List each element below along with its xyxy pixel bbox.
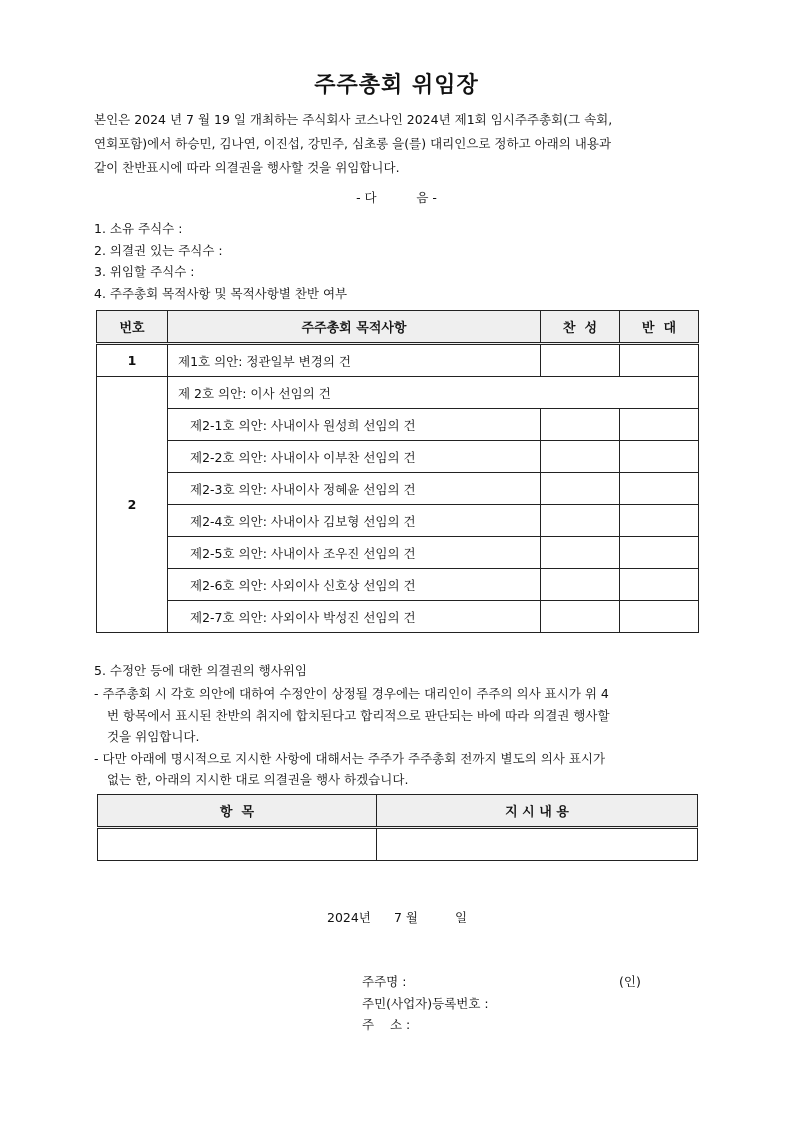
vote-for-cell[interactable] [541,409,620,441]
intro-line: 연회포함)에서 하승민, 김나연, 이진섭, 강민주, 심초롱 을(를) 대리인으로 정하고 아래의 내용과 [94,136,612,151]
bullet-line: - 다만 아래에 명시적으로 지시한 사항에 대해서는 주주가 주주총회 전까지 별도의 의사 표시가 [94,750,606,766]
date-month: 7 월 [394,910,419,925]
agenda-subrow [97,473,699,505]
vote-against-cell[interactable] [620,505,699,537]
sub-agenda-matter: 제2-4호 의안: 사내이사 김보형 선임의 건 [168,505,541,537]
vote-against-cell[interactable] [620,569,699,601]
agenda-matter: 제 2호 의안: 이사 선임의 건 [168,377,699,409]
vote-for-cell[interactable] [541,473,620,505]
header-number: 번호 [97,311,168,344]
item-agenda-heading: 4. 주주총회 목적사항 및 목적사항별 찬반 여부 [94,286,348,301]
agenda-matter: 제1호 의안: 정관일부 변경의 건 [168,344,541,377]
agenda-number: 1 [97,344,168,377]
vote-against-cell[interactable] [620,473,699,505]
direction-content-cell[interactable] [377,828,698,861]
bullet-line: - 주주총회 시 각호 의안에 대하여 수정안이 상정될 경우에는 대리인이 주주의 의사 표시가 위 4 [94,686,609,701]
sub-agenda-matter: 제2-5호 의안: 사내이사 조우진 선임의 건 [168,537,541,569]
header-direction: 지 시 내 용 [377,795,698,828]
vote-for-cell[interactable] [541,569,620,601]
address-label: 주 소 : [362,1017,411,1032]
agenda-subrow [97,409,699,441]
vote-for-cell[interactable] [541,441,620,473]
agenda-header-row [97,311,699,344]
separator-heading: - 다 음 - [356,190,437,205]
item-voting-shares: 2. 의결권 있는 주식수 : [94,243,223,258]
header-item: 항 목 [98,795,377,828]
section5-heading: 5. 수정안 등에 대한 의결권의 행사위임 [94,663,307,678]
header-matter: 주주총회 목적사항 [168,311,541,344]
shareholder-name-label: 주주명 : [362,974,407,989]
vote-against-cell[interactable] [620,409,699,441]
bullet-line: 없는 한, 아래의 지시한 대로 의결권을 행사 하겠습니다. [107,772,409,787]
direction-table [97,794,698,861]
agenda-subrow [97,601,699,633]
vote-for-cell[interactable] [541,344,620,377]
intro-paragraph [94,108,700,180]
vote-against-cell[interactable] [620,601,699,633]
agenda-row-1 [97,344,699,377]
vote-against-cell[interactable] [620,441,699,473]
sub-agenda-matter: 제2-2호 의안: 사내이사 이부찬 선임의 건 [168,441,541,473]
document-title: 주주총회 위임장 [314,73,479,98]
sub-agenda-matter: 제2-6호 의안: 사외이사 신호상 선임의 건 [168,569,541,601]
agenda-subrow [97,441,699,473]
agenda-subrow [97,569,699,601]
section5-bullet-1 [94,683,700,791]
direction-row [98,828,698,861]
date-year: 2024년 [327,910,371,925]
agenda-table [96,310,699,633]
agenda-row-2 [97,377,699,409]
sub-agenda-matter: 제2-7호 의안: 사외이사 박성진 선임의 건 [168,601,541,633]
header-for: 찬 성 [541,311,620,344]
bullet-line: 것을 위임합니다. [107,729,200,744]
sub-agenda-matter: 제2-1호 의안: 사내이사 원성희 선임의 건 [168,409,541,441]
vote-against-cell[interactable] [620,344,699,377]
seal-mark: (인) [619,974,641,989]
date-day: 일 [455,910,468,925]
item-delegated-shares: 3. 위임할 주식수 : [94,264,195,279]
item-owned-shares: 1. 소유 주식수 : [94,221,183,236]
intro-line: 같이 찬반표시에 따라 의결권을 행사할 것을 위임합니다. [94,160,400,175]
bullet-line: 번 항목에서 표시된 찬반의 취지에 합치된다고 합리적으로 판단되는 바에 따라 의결권 행사할 [107,707,610,723]
agenda-subrow [97,505,699,537]
vote-for-cell[interactable] [541,505,620,537]
agenda-number: 2 [97,377,168,633]
registration-number-label: 주민(사업자)등록번호 : [362,996,489,1011]
vote-for-cell[interactable] [541,537,620,569]
direction-item-cell[interactable] [98,828,377,861]
vote-for-cell[interactable] [541,601,620,633]
vote-against-cell[interactable] [620,537,699,569]
intro-line: 본인은 2024 년 7 월 19 일 개최하는 주식회사 코스나인 2024년 제1회 임시주주총회(그 속회, [94,112,613,127]
header-against: 반 대 [620,311,699,344]
direction-header-row [98,795,698,828]
agenda-subrow [97,537,699,569]
sub-agenda-matter: 제2-3호 의안: 사내이사 정혜윤 선임의 건 [168,473,541,505]
